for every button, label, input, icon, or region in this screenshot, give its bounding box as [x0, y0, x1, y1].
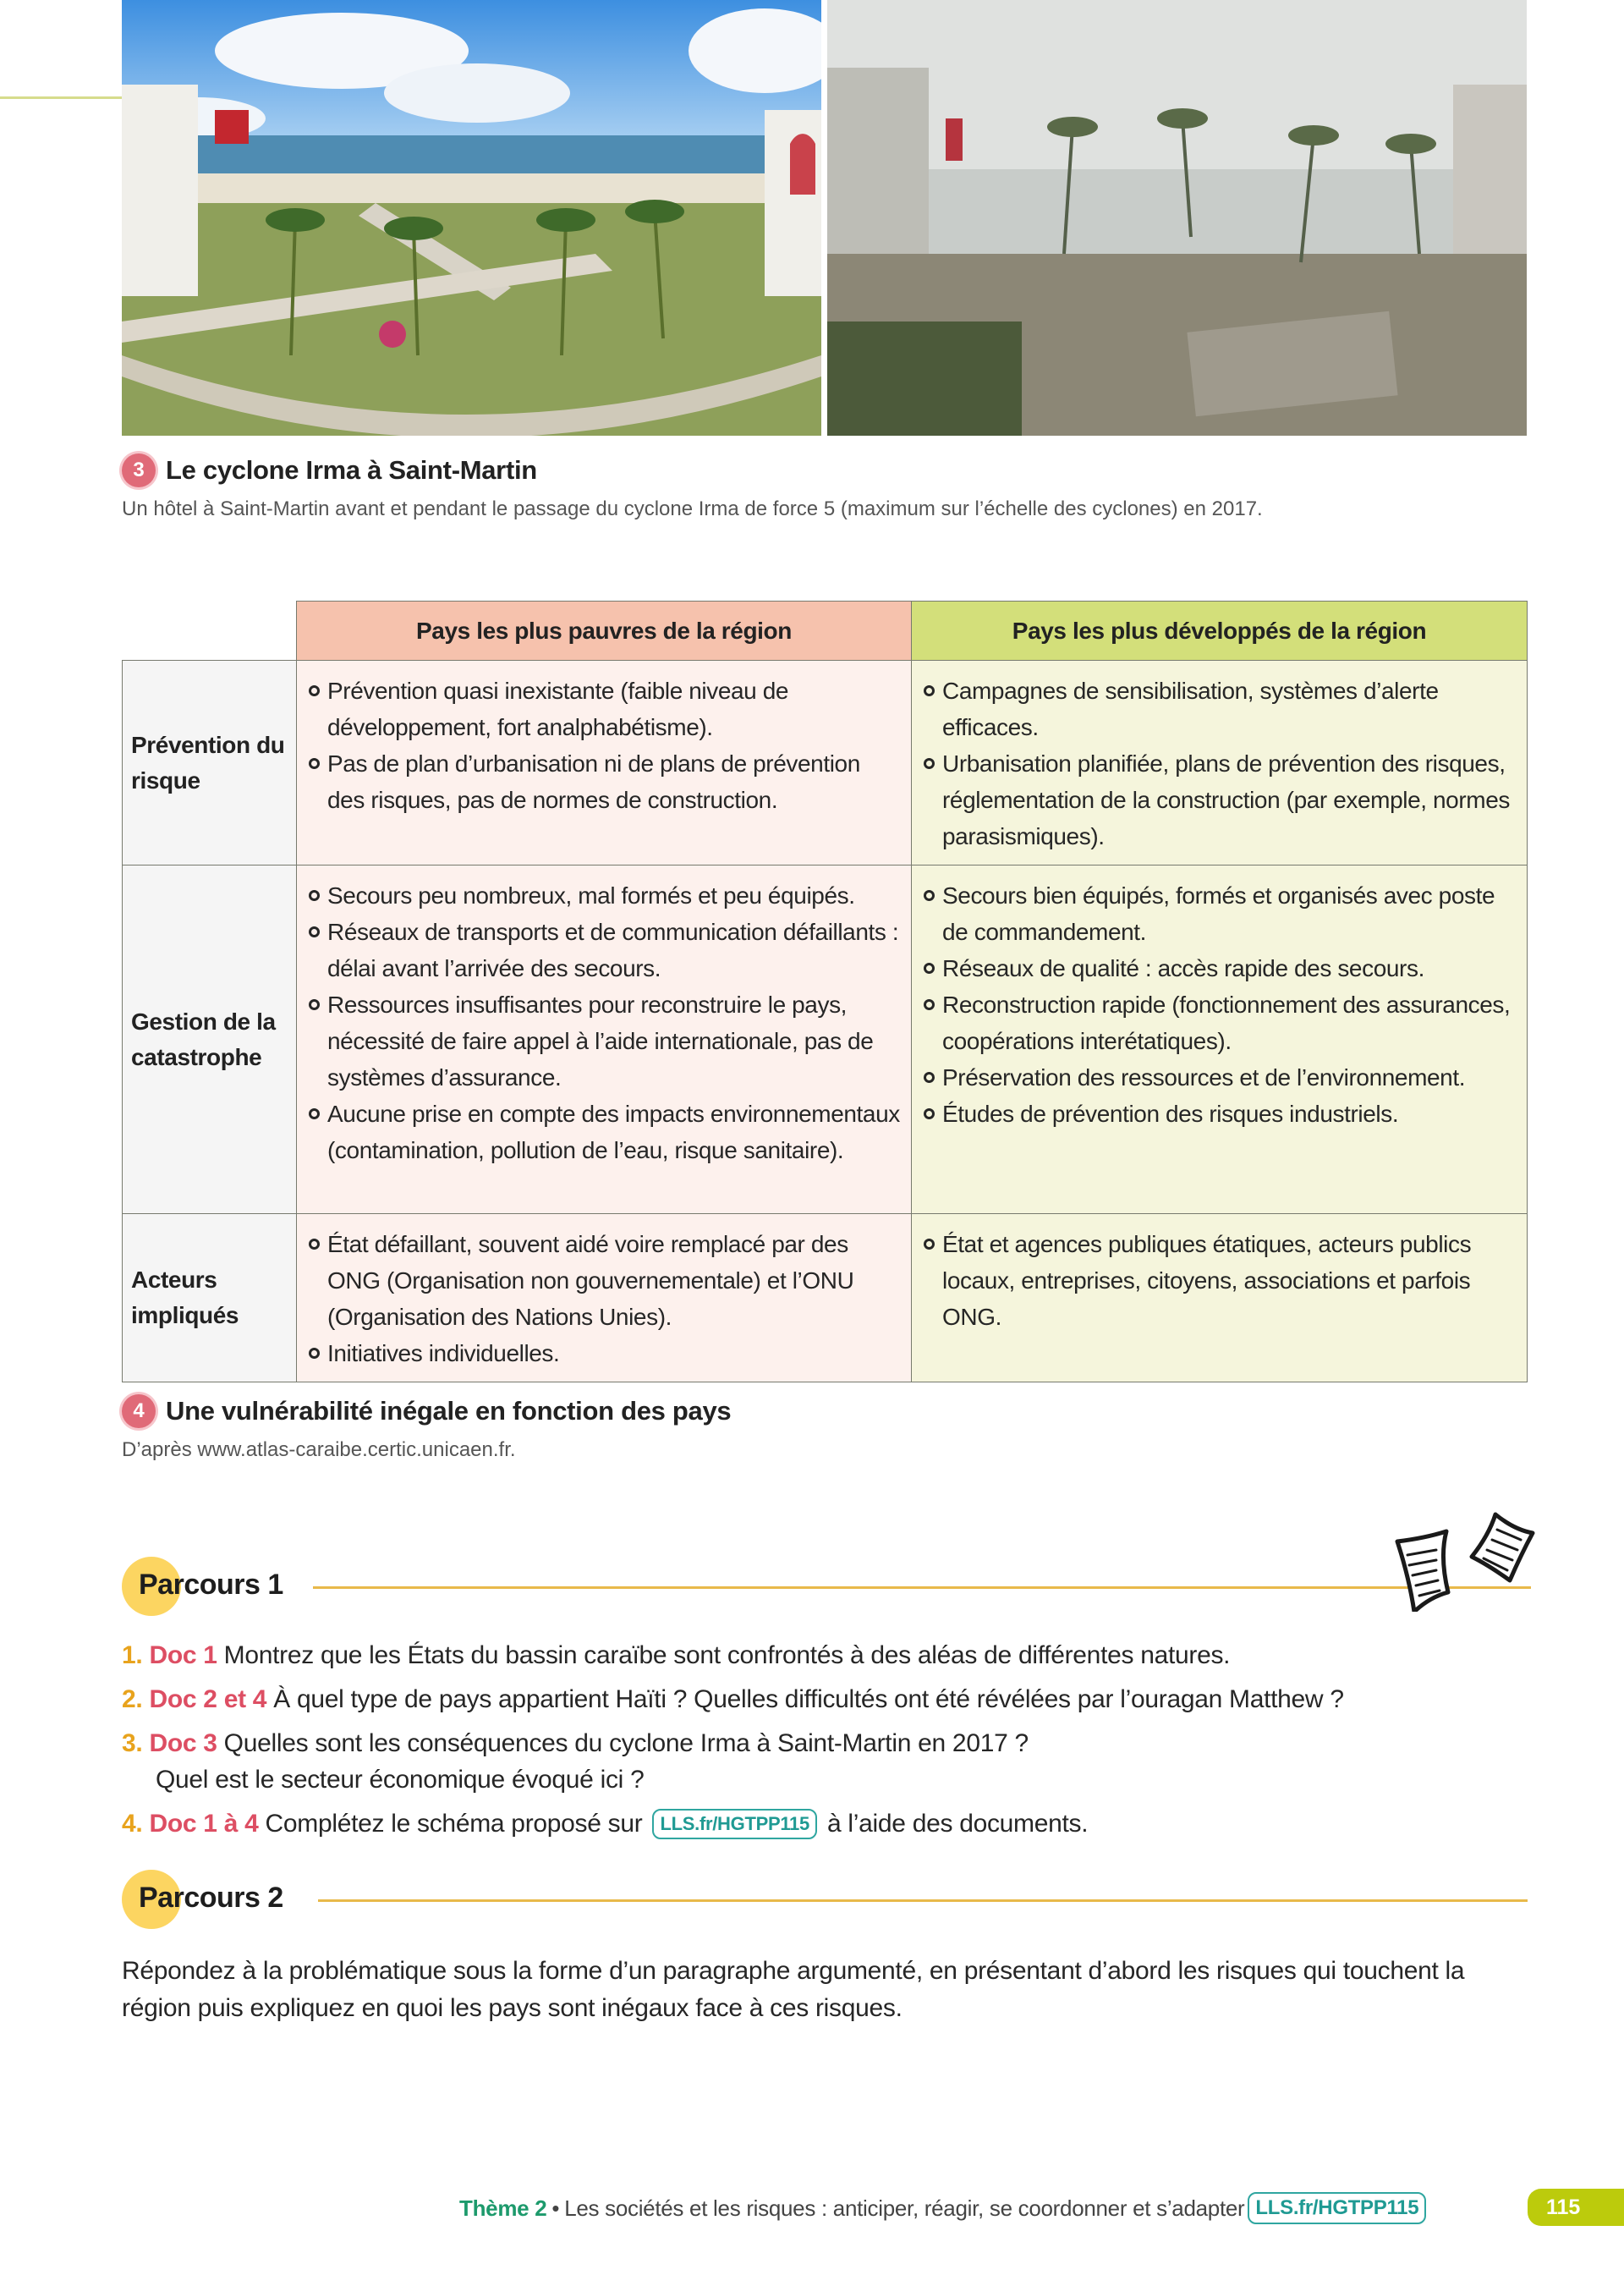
page-footer	[459, 2191, 1429, 2225]
doc3-title: Le cyclone Irma à Saint-Martin	[166, 455, 537, 485]
bullet-icon	[924, 685, 935, 696]
doc-reference: Doc 1	[149, 1641, 217, 1669]
footer-title: Les sociétés et les risques : anticiper, réagir, se coordonner et s’adapter	[564, 2195, 1245, 2221]
doc-reference: Doc 3	[149, 1729, 217, 1757]
parcours1-heading	[122, 1557, 1526, 1616]
margin-rule	[0, 96, 122, 99]
doc4-title: Une vulnérabilité inégale en fonction des pays	[166, 1396, 732, 1426]
parcours1-label: Parcours 1	[139, 1569, 283, 1601]
list-item: Aucune prise en compte des impacts environnementaux (contamination, pollution de l’eau, risque sanitaire).	[307, 1096, 901, 1168]
doc4-number-badge: 4	[122, 1394, 156, 1428]
bullet-icon	[924, 963, 935, 974]
bullet-icon	[309, 1108, 320, 1119]
list-item: Campagnes de sensibilisation, systèmes d’alerte efficaces.	[922, 673, 1517, 745]
developed-cell	[912, 661, 1528, 865]
question-item: 2. Doc 2 et 4 À quel type de pays appartient Haïti ? Quelles difficultés ont été révélées par l’ouragan Matthew ?	[122, 1685, 1344, 1713]
parcours2-heading	[122, 1870, 1526, 1929]
doc3-number-badge: 3	[122, 453, 156, 487]
table-corner	[123, 602, 297, 661]
photo-hotel-before-cyclone	[122, 0, 821, 436]
doc3-caption	[122, 453, 1263, 521]
bullet-icon	[924, 999, 935, 1010]
bullet-icon	[924, 1108, 935, 1119]
table-row-prevention	[123, 661, 1528, 865]
footer-separator: •	[551, 2195, 560, 2221]
doc3-subtitle: Un hôtel à Saint-Martin avant et pendant le passage du cyclone Irma de force 5 (maximum sur l’échelle des cyclones) en 2017.	[122, 497, 1263, 520]
table-row-actors	[123, 1214, 1528, 1382]
doc4-source: D’après www.atlas-caraibe.certic.unicaen.fr.	[122, 1438, 516, 1461]
list-item: Secours peu nombreux, mal formés et peu équipés.	[307, 877, 901, 914]
question-item: 4. Doc 1 à 4 Complétez le schéma proposé sur LLS.fr/HGTPP115 à l’aide des documents.	[122, 1810, 1089, 1838]
row-label: Gestion de la catastrophe	[123, 865, 297, 1214]
bullet-icon	[924, 1239, 935, 1250]
list-item: Secours bien équipés, formés et organisés avec poste de commandement.	[922, 877, 1517, 950]
header-developed-countries: Pays les plus développés de la région	[912, 602, 1528, 661]
parcours2-instruction: Répondez à la problématique sous la forme d’un paragraphe argumenté, en présentant d’abord les risques qui touchent la région puis expliquez en quoi les pays sont inégaux face à ces risques.	[122, 1957, 1465, 2022]
bullet-icon	[309, 758, 320, 769]
bullet-icon	[924, 758, 935, 769]
parcours2-rule	[318, 1899, 1528, 1902]
doc4-caption	[122, 1394, 731, 1428]
table-row-management	[123, 865, 1528, 1214]
developed-cell	[912, 1214, 1528, 1382]
footer-link[interactable]: LLS.fr/HGTPP115	[1248, 2192, 1426, 2224]
list-item: Réseaux de qualité : accès rapide des secours.	[922, 950, 1517, 986]
parcours2-label: Parcours 2	[139, 1882, 283, 1914]
vulnerability-table	[122, 601, 1528, 1382]
doc-reference: Doc 2 et 4	[149, 1685, 267, 1713]
row-label: Acteurs impliqués	[123, 1214, 297, 1382]
list-item: Ressources insuffisantes pour reconstruire le pays, nécessité de faire appel à l’aide internationale, pas de systèmes d’assurance.	[307, 986, 901, 1096]
row-label: Prévention du risque	[123, 661, 297, 865]
footer-theme: Thème 2	[459, 2195, 547, 2221]
question-item: 1. Doc 1 Montrez que les États du bassin caraïbe sont confrontés à des aléas de différentes natures.	[122, 1641, 1231, 1669]
poor-cell	[297, 1214, 912, 1382]
bullet-icon	[309, 890, 320, 901]
poor-cell	[297, 661, 912, 865]
list-item: Pas de plan d’urbanisation ni de plans de prévention des risques, pas de normes de construction.	[307, 745, 901, 818]
list-item: Réseaux de transports et de communication défaillants : délai avant l’arrivée des secours.	[307, 914, 901, 986]
bullet-icon	[309, 1239, 320, 1250]
list-item: État défaillant, souvent aidé voire remplacé par des ONG (Organisation non gouvernementale) et l’ONU (Organisation des Nations Unies).	[307, 1226, 901, 1335]
bullet-icon	[924, 890, 935, 901]
question-item: 3. Doc 3 Quelles sont les conséquences du cyclone Irma à Saint-Martin en 2017 ? Quel est le secteur économique évoqué ici ?	[122, 1729, 1029, 1794]
bullet-icon	[309, 1348, 320, 1359]
bullet-icon	[309, 926, 320, 937]
list-item: Initiatives individuelles.	[307, 1335, 901, 1371]
bullet-icon	[309, 685, 320, 696]
list-item: Études de prévention des risques industriels.	[922, 1096, 1517, 1132]
photo-hotel-during-cyclone	[827, 0, 1527, 436]
bullet-icon	[924, 1072, 935, 1083]
bullet-icon	[309, 999, 320, 1010]
page-number: 115	[1528, 2189, 1624, 2226]
documents-icon	[1387, 1506, 1539, 1612]
developed-cell	[912, 865, 1528, 1214]
list-item: Reconstruction rapide (fonctionnement des assurances, coopérations interétatiques).	[922, 986, 1517, 1059]
header-poor-countries: Pays les plus pauvres de la région	[297, 602, 912, 661]
list-item: Urbanisation planifiée, plans de prévention des risques, réglementation de la construction (par exemple, normes parasismiques).	[922, 745, 1517, 854]
parcours1-rule	[313, 1586, 1531, 1589]
parcours1-questions	[122, 1637, 1344, 1849]
list-item: Prévention quasi inexistante (faible niveau de développement, fort analphabétisme).	[307, 673, 901, 745]
schema-link[interactable]: LLS.fr/HGTPP115	[652, 1809, 816, 1839]
doc-reference: Doc 1 à 4	[149, 1810, 259, 1838]
list-item: État et agences publiques étatiques, acteurs publics locaux, entreprises, citoyens, associations et parfois ONG.	[922, 1226, 1517, 1335]
list-item: Préservation des ressources et de l’environnement.	[922, 1059, 1517, 1096]
poor-cell	[297, 865, 912, 1214]
